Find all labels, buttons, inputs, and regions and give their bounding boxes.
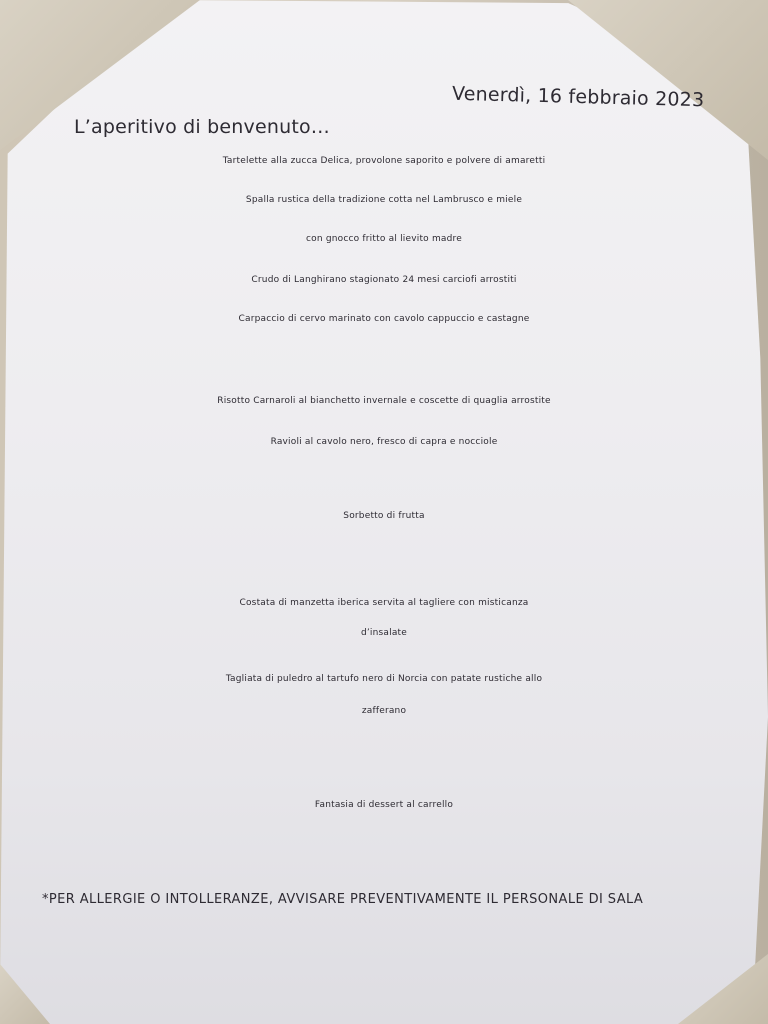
secondo-item-line: Tagliata di puledro al tartufo nero di Norcia con patate rustiche allo	[225, 674, 543, 684]
allergy-note: *PER ALLERGIE O INTOLLERANZE, AVVISARE PREVENTIVAMENTE IL PERSONALE DI SALA	[42, 892, 644, 907]
antipasto-item: con gnocco fritto al lievito madre	[306, 234, 462, 244]
secondo-item-line: Costata di manzetta iberica servita al tagliere con misticanza	[239, 598, 529, 608]
antipasto-item: Carpaccio di cervo marinato con cavolo cappuccio e castagne	[238, 314, 530, 324]
menu-date: Venerdì, 16 febbraio 2023	[451, 82, 705, 112]
primo-item: Ravioli al cavolo nero, fresco di capra e nocciole	[270, 437, 498, 447]
antipasto-item: Spalla rustica della tradizione cotta nel Lambrusco e miele	[245, 195, 523, 205]
intermezzo-item: Sorbetto di frutta	[343, 511, 425, 521]
dessert-item: Fantasia di dessert al carrello	[314, 800, 454, 810]
primo-item: Risotto Carnaroli al bianchetto invernale e coscette di quaglia arrostite	[217, 396, 551, 406]
antipasto-item: Tartelette alla zucca Delica, provolone saporito e polvere di amaretti	[222, 156, 546, 166]
antipasto-item: Crudo di Langhirano stagionato 24 mesi carciofi arrostiti	[251, 275, 517, 285]
secondo-item-line: zafferano	[361, 706, 407, 716]
aperitivo-heading: L’aperitivo di benvenuto…	[74, 116, 331, 138]
secondo-item-line: d’insalate	[360, 628, 408, 638]
